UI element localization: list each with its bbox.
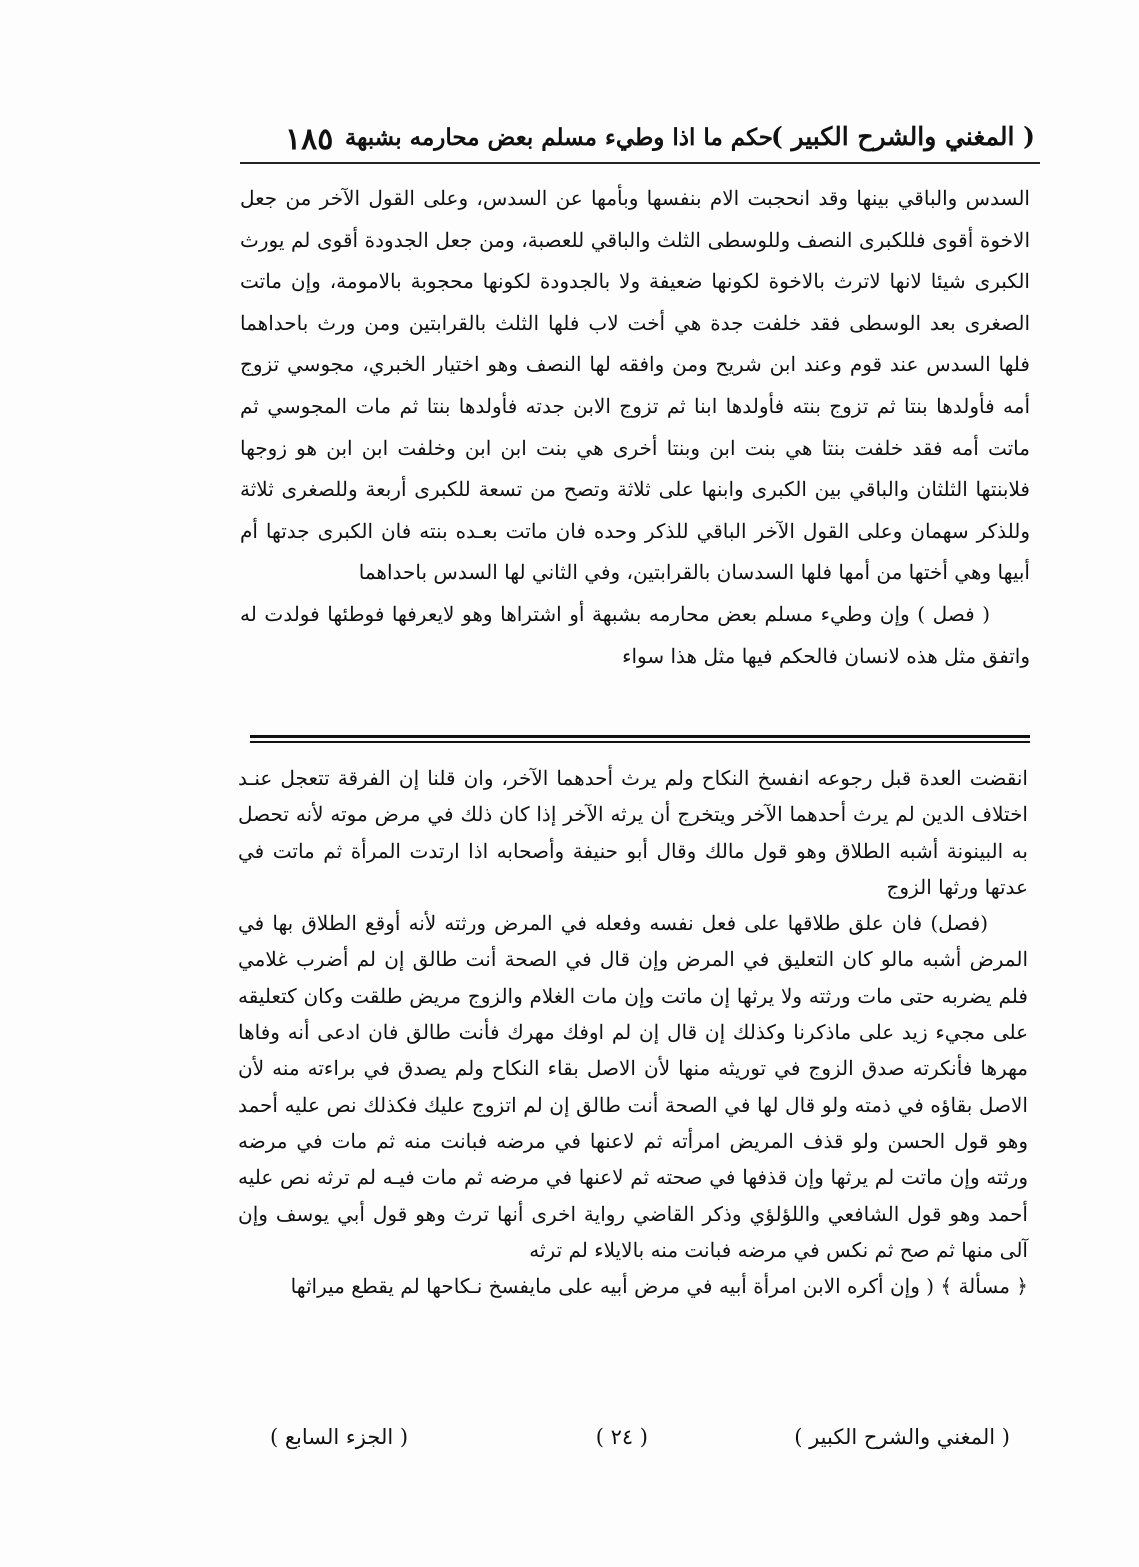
lower-paragraph-3: ﴿ مسألة ﴾ ( وإن أكره الابن امرأة أبيه في مرض أبيه على مايفسخ نـكاحها لم يقطع ميراثها — [290, 1274, 1028, 1299]
header-section-title: حكم ما اذا وطيء مسلم بعض محارمه بشبهة — [344, 124, 773, 151]
page-number: ١٨٥ — [285, 122, 334, 157]
lower-text-block — [238, 760, 1028, 1304]
footer-volume: ( الجزء السابع ) — [270, 1425, 409, 1449]
footer-signature: ( ٢٤ ) — [595, 1425, 648, 1449]
upper-paragraph-2: ( فصل ) وإن وطيء مسلم بعض محارمه بشبهة أو اشتراها وهو لايعرفها فوطئها فولدت له واتفق مثل هذه لانسان فالحكم فيها مثل هذا سواء — [240, 601, 1030, 668]
upper-paragraph-1: السدس والباقي بينها وقد انحجبت الام بنفسها وبأمها عن السدس، وعلى القول الآخر من جعل الاخوة أقوى فللكبرى النصف وللوسطى الثلث والباقي للعصبة، ومن جعل الجدودة أقوى لم يورث الكبرى شيئا لانها لاترث بالاخوة لكونها ضعيفة ولا بالجدودة لكونها محجوبة بالامومة، وإن ماتت الصغرى بعد الوسطى فقد خلفت جدة هي أخت لاب فلها الثلث بالقرابتين ومن ورث باحداهما فلها السدس عند قوم وعند ابن شريح ومن وافقه لها النصف وهو اختيار الخبري، مجوسي تزوج أمه فأولدها بنتا ثم تزوج بنته فأولدها ابنا ثم تزوج الابن جدته فأولدها بنتا ثم مات المجوسي ثم ماتت أمه فقد خلفت بنتا هي بنت ابن وبنتا أخرى هي بنت ابن ابن وخلفت ابن ابن هو زوجها فلابنتها الثلثان والباقي بين الكبرى وابنها على ثلاثة وتصح من تسعة للكبرى أربعة وللصغرى ثلاثة وللذكر سهمان وعلى القول الآخر الباقي للذكر وحده فان ماتت بعـده بنته فان الكبرى جدتها أم أبيها وهي أختها من أمها فلها السدسان بالقرابتين، وفي الثاني لها السدس باحداهما — [240, 186, 1030, 585]
footer-book-title: ( المغني والشرح الكبير ) — [794, 1425, 1010, 1449]
section-separator — [250, 735, 1030, 738]
section-separator-thin — [250, 741, 1030, 743]
header-rule — [240, 162, 1040, 164]
upper-text-block — [240, 178, 1030, 677]
lower-paragraph-1: انقضت العدة قبل رجوعه انفسخ النكاح ولم يرث أحدهما الآخر، وان قلنا إن الفرقة تتعجل عنـد اختلاف الدين لم يرث أحدهما الآخر ويتخرج أن يرثه الآخر إذا كان ذلك في مرض موته لأنه تحصل به البينونة أشبه الطلاق وهو قول مالك وقال أبو حنيفة وأصحابه اذا ارتدت المرأة ثم ماتت في عدتها ورثها الزوج — [238, 766, 1028, 899]
header-book-title: ( المغني والشرح الكبير ) — [770, 122, 1035, 151]
lower-paragraph-2: (فصل) فان علق طلاقها على فعل نفسه وفعله في المرض ورثته لأنه أوقع الطلاق بها في المرض أشبه مالو كان التعليق في المرض وإن قال في الصحة أنت طالق إن لم أضرب غلامي فلم يضربه حتى مات ورثته ولا يرثها إن ماتت وإن مات الغلام والزوج مريض طلقت وكان كتعليقه على مجيء زيد على ماذكرنا وكذلك إن قال إن لم اوفك مهرك فأنت طالق فان ادعى أنه وفاها مهرها فأنكرته صدق الزوج في توريثه منها لأن الاصل بقاء النكاح ولم يصدق في براءته منه لأن الاصل بقاؤه في ذمته ولو قال لها في الصحة أنت طالق إن لم اتزوج عليك فكذلك نص عليه أحمد وهو قول الحسن ولو قذف المريض امرأته ثم لاعنها في مرضه فبانت منه ثم مات في مرضه ورثته وإن ماتت لم يرثها وإن قذفها في صحته ثم لاعنها في مرضه ثم مات فيـه لم ترثه نص عليه أحمد وهو قول الشافعي واللؤلؤي وذكر القاضي رواية اخرى أنها ترث وهو قول أبي يوسف وإن آلى منها ثم صح ثم نكس في مرضه فبانت منه بالايلاء لم ترثه — [238, 911, 1028, 1262]
page-footer — [270, 1425, 1010, 1465]
running-header — [255, 122, 1035, 162]
